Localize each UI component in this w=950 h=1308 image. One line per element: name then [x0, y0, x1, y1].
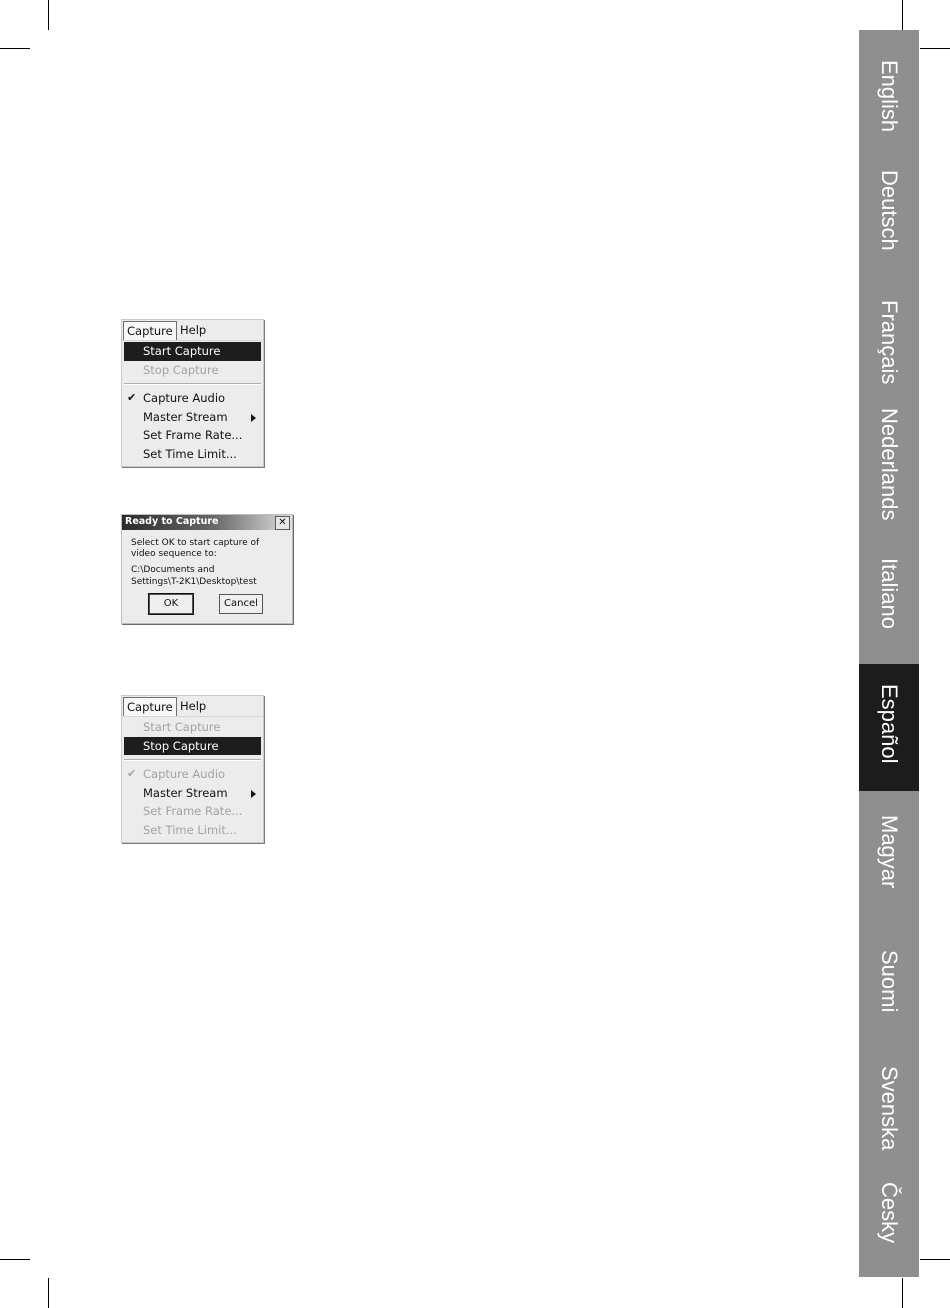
- language-tab-espanol[interactable]: [859, 664, 919, 791]
- language-tab-english[interactable]: [859, 60, 919, 180]
- menu-capture[interactable]: Capture: [123, 697, 177, 716]
- menu-bar: [122, 320, 263, 341]
- capture-menu-screenshot-stop: [121, 695, 264, 843]
- language-tab-label: Svenska: [877, 1066, 902, 1151]
- menu-item-set-time-limit[interactable]: [124, 821, 261, 840]
- menu-item-label: Set Frame Rate...: [143, 428, 243, 443]
- crop-mark: [920, 1259, 950, 1260]
- menu-item-label: Stop Capture: [143, 738, 219, 753]
- language-tab-cesky[interactable]: [859, 1182, 919, 1272]
- dialog-message-line: Select OK to start capture of: [131, 538, 260, 548]
- crop-mark: [902, 0, 903, 30]
- language-tab-label: English: [877, 60, 902, 133]
- capture-menu-dropdown: [122, 341, 263, 466]
- cancel-button[interactable]: Cancel: [219, 594, 263, 614]
- menu-item-start-capture[interactable]: [124, 718, 261, 737]
- menu-item-label: Start Capture: [143, 344, 221, 358]
- menu-item-label: Master Stream: [143, 785, 228, 800]
- language-tab-deutsch[interactable]: [859, 170, 919, 290]
- menu-item-label: Capture Audio: [143, 391, 226, 406]
- language-tab-label: Nederlands: [877, 408, 902, 521]
- dialog-path-line: C:\Documents and: [131, 565, 215, 575]
- menu-item-label: Capture Audio: [143, 767, 226, 782]
- checkmark-icon: ✔: [127, 391, 137, 405]
- crop-mark: [0, 48, 30, 49]
- capture-menu-dropdown: [122, 717, 263, 842]
- dialog-message-line: video sequence to:: [131, 549, 217, 559]
- crop-mark: [48, 1278, 49, 1308]
- menu-item-stop-capture[interactable]: [124, 361, 261, 380]
- language-tab-label: Español: [877, 684, 902, 764]
- menu-item-label: Set Time Limit...: [143, 446, 237, 461]
- crop-mark: [0, 1259, 30, 1260]
- menu-item-label: Set Frame Rate...: [143, 804, 243, 819]
- checkmark-icon: ✔: [127, 767, 137, 781]
- menu-separator: [124, 383, 261, 385]
- language-tab-francais[interactable]: [859, 300, 919, 420]
- menu-item-label: Master Stream: [143, 409, 228, 424]
- menu-item-label: Stop Capture: [143, 362, 219, 377]
- dialog-title-bar: [122, 515, 292, 530]
- crop-mark: [920, 48, 950, 49]
- language-tab-label: Magyar: [877, 815, 902, 889]
- dialog-title: Ready to Capture: [125, 516, 219, 527]
- crop-mark: [902, 1278, 903, 1308]
- menu-item-stop-capture[interactable]: [124, 737, 261, 756]
- menu-item-master-stream[interactable]: [124, 408, 261, 427]
- menu-item-set-frame-rate[interactable]: [124, 426, 261, 445]
- menu-item-master-stream[interactable]: [124, 784, 261, 803]
- menu-separator: [124, 759, 261, 761]
- menu-item-set-frame-rate[interactable]: [124, 802, 261, 821]
- menu-item-start-capture[interactable]: [124, 342, 261, 361]
- menu-item-capture-audio[interactable]: [124, 389, 261, 408]
- language-tab-label: Suomi: [877, 950, 902, 1013]
- language-tab-svenska[interactable]: [859, 1066, 919, 1176]
- close-icon[interactable]: ✕: [275, 516, 290, 530]
- language-tab-nederlands[interactable]: [859, 408, 919, 538]
- crop-mark: [48, 0, 49, 30]
- menu-item-set-time-limit[interactable]: [124, 445, 261, 464]
- menu-help[interactable]: Help: [180, 699, 207, 713]
- language-tab-label: Deutsch: [877, 170, 902, 251]
- submenu-arrow-icon: [251, 790, 256, 798]
- language-tab-label: Italiano: [877, 558, 902, 629]
- menu-capture[interactable]: Capture: [123, 321, 177, 340]
- ready-to-capture-dialog: [121, 514, 293, 624]
- submenu-arrow-icon: [251, 414, 256, 422]
- language-tab-label: Français: [877, 300, 902, 385]
- menu-item-capture-audio[interactable]: [124, 765, 261, 784]
- menu-item-label: Start Capture: [143, 720, 221, 734]
- menu-bar: [122, 696, 263, 717]
- dialog-path-line: Settings\T-2K1\Desktop\test: [131, 577, 257, 587]
- menu-help[interactable]: Help: [180, 323, 207, 337]
- ok-button[interactable]: OK: [149, 594, 193, 614]
- language-tab-strip: [859, 30, 919, 1277]
- language-tab-italiano[interactable]: [859, 558, 919, 668]
- capture-menu-screenshot-start: [121, 319, 264, 467]
- language-tab-label: Česky: [877, 1182, 902, 1244]
- menu-item-label: Set Time Limit...: [143, 822, 237, 837]
- language-tab-magyar[interactable]: [859, 815, 919, 925]
- language-tab-suomi[interactable]: [859, 950, 919, 1060]
